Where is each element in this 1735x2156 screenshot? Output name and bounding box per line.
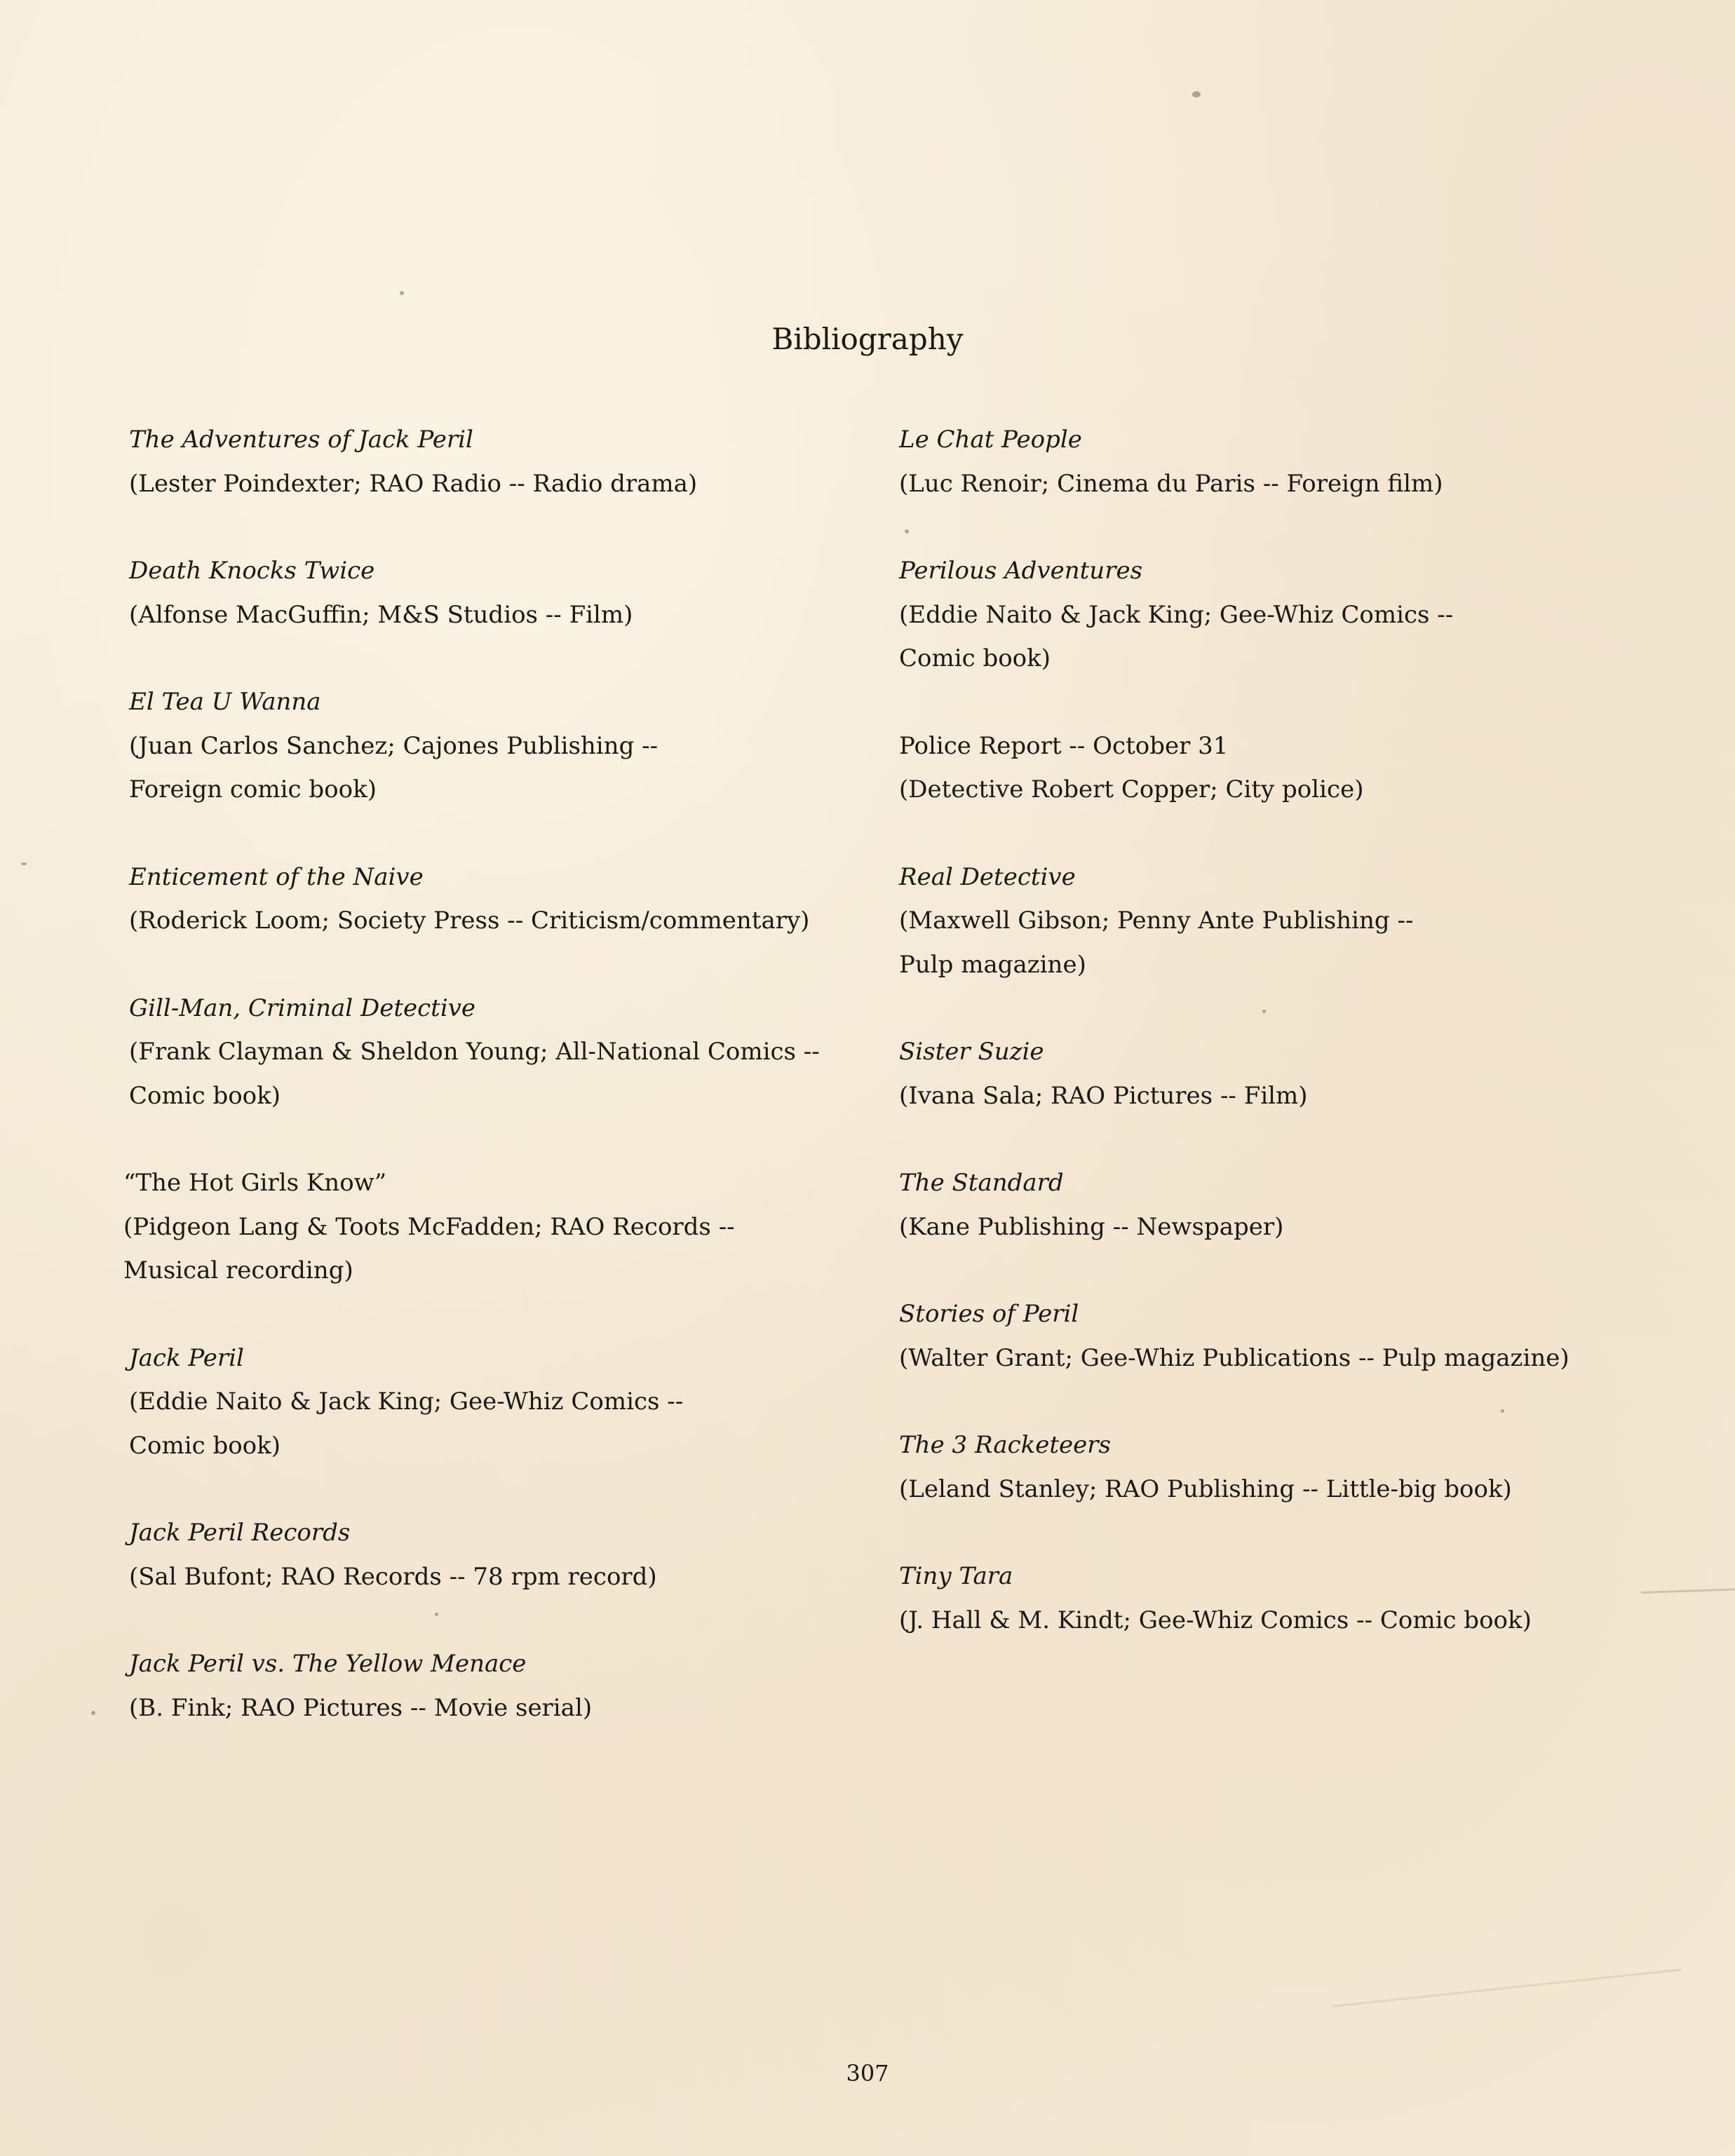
entry-detail: (Eddie Naito & Jack King; Gee-Whiz Comics -- [899,600,1454,629]
entry-detail: (Luc Renoir; Cinema du Paris -- Foreign film) [899,469,1443,498]
entry-title: The Standard [899,1169,1064,1197]
entry-detail: (Detective Robert Copper; City police) [899,775,1364,804]
entry-detail: (Kane Publishing -- Newspaper) [899,1212,1284,1241]
paper-speck [1192,91,1201,97]
bibliography-entry [899,1423,1670,1511]
entry-title: Police Report -- October 31 [899,731,1229,760]
paper-speck [400,291,404,295]
bibliography-entry [129,549,872,637]
entry-title: Jack Peril vs. The Yellow Menace [129,1650,527,1678]
entry-title: Gill-Man, Criminal Detective [129,994,476,1022]
entry-detail: (Maxwell Gibson; Penny Ante Publishing -- [899,907,1414,935]
paper-speck [91,1711,95,1715]
entry-detail: (Leland Stanley; RAO Publishing -- Little-big book) [899,1474,1512,1503]
entry-detail: (Ivana Sala; RAO Pictures -- Film) [899,1081,1308,1110]
entry-detail: Musical recording) [123,1256,353,1284]
entry-title: Tiny Tara [899,1562,1013,1590]
bibliography-left-column [123,418,872,1773]
entry-detail: Foreign comic book) [129,775,377,804]
entry-detail: (Walter Grant; Gee-Whiz Publications -- Pulp magazine) [899,1343,1569,1372]
bibliography-entry [129,987,872,1118]
entry-detail: (Juan Carlos Sanchez; Cajones Publishing -- [129,731,659,760]
bibliography-entry [129,1642,872,1730]
entry-detail: (Lester Poindexter; RAO Radio -- Radio drama) [129,469,698,498]
entry-title: El Tea U Wanna [129,688,321,716]
bibliography-entry [899,855,1670,987]
entry-title: The 3 Racketeers [899,1431,1111,1459]
bibliography-entry [899,1030,1670,1118]
bibliography-right-column [899,418,1670,1686]
entry-title: Stories of Peril [899,1300,1079,1328]
bibliography-entry [899,1554,1670,1642]
entry-title: Sister Suzie [899,1038,1044,1066]
bibliography-entry [129,418,872,506]
page-number: 307 [846,2060,889,2087]
entry-detail: Comic book) [129,1081,281,1110]
bibliography-entry [899,1161,1670,1249]
entry-title: Jack Peril [129,1343,244,1372]
bibliography-entry [123,1161,872,1293]
entry-title: The Adventures of Jack Peril [129,426,473,454]
bibliography-entry [129,680,872,812]
paper-crease [1332,1969,1682,2007]
bibliography-entry [899,1292,1670,1380]
bibliography-entry [129,855,872,943]
entry-detail: (Pidgeon Lang & Toots McFadden; RAO Records -- [123,1212,735,1241]
bibliography-entry [899,549,1670,681]
page-title: Bibliography [771,322,964,357]
entry-detail: (Frank Clayman & Sheldon Young; All-National Comics -- [129,1038,820,1066]
entry-detail: (J. Hall & M. Kindt; Gee-Whiz Comics -- Comic book) [899,1606,1532,1634]
bibliography-entry [129,1336,872,1468]
entry-title: Jack Peril Records [129,1519,351,1547]
entry-detail: Comic book) [129,1431,281,1460]
entry-detail: (Sal Bufont; RAO Records -- 78 rpm record) [129,1562,657,1591]
entry-detail: (B. Fink; RAO Pictures -- Movie serial) [129,1693,593,1722]
entry-title: Enticement of the Naive [129,862,424,891]
entry-title: “The Hot Girls Know” [123,1169,387,1197]
entry-title: Perilous Adventures [899,557,1143,585]
entry-detail: Pulp magazine) [899,950,1086,979]
entry-title: Real Detective [899,862,1076,891]
entry-title: Death Knocks Twice [129,557,375,585]
bibliography-entry [899,418,1670,506]
entry-detail: (Alfonse MacGuffin; M&S Studios -- Film) [129,600,633,629]
entry-detail: Comic book) [899,644,1051,672]
entry-detail: (Roderick Loom; Society Press -- Criticism/commentary) [129,907,810,935]
entry-detail: (Eddie Naito & Jack King; Gee-Whiz Comics -- [129,1388,684,1416]
bibliography-entry [899,724,1670,812]
paper-speck [21,862,27,865]
bibliography-entry [129,1511,872,1599]
entry-title: Le Chat People [899,426,1082,454]
